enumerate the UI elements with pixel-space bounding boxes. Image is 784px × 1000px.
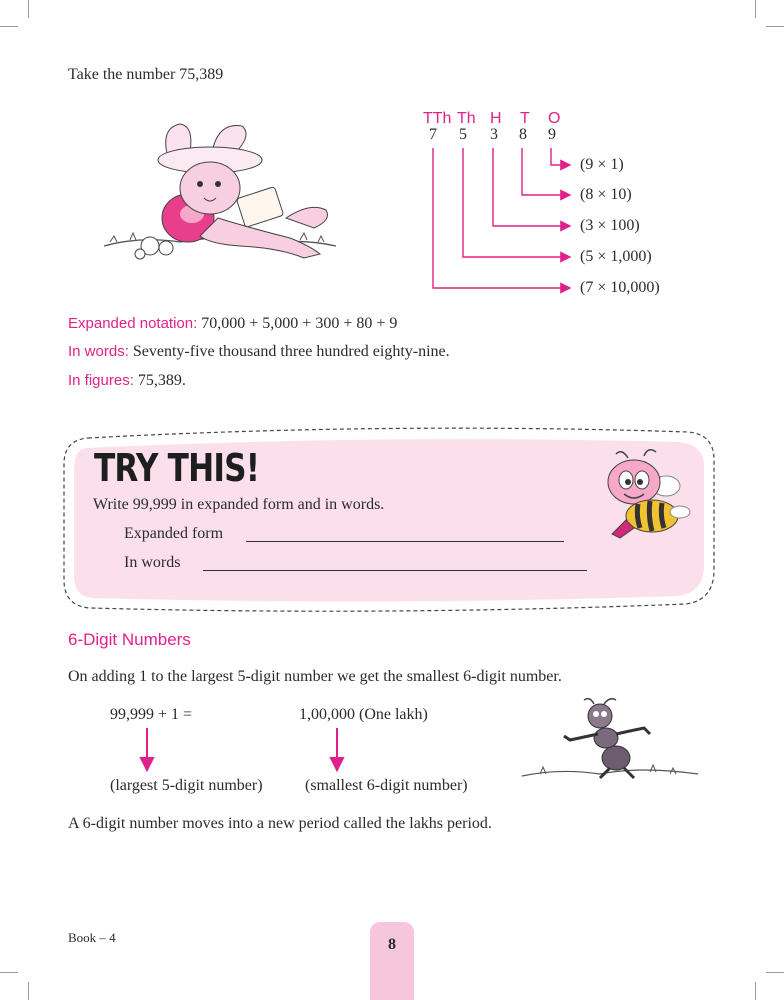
crop-mark — [28, 982, 29, 1000]
bee-illustration — [590, 448, 694, 544]
page-number-tab — [370, 922, 414, 1000]
digit-h: 3 — [490, 126, 498, 143]
crop-mark — [0, 26, 18, 27]
ant-illustration — [520, 694, 700, 784]
place-header-o: O — [548, 110, 561, 127]
expansion-hundreds: (3 × 100) — [580, 217, 640, 234]
place-header-tth: TTh — [423, 110, 452, 127]
place-header-h: H — [490, 110, 502, 127]
closing-sentence: A 6-digit number moves into a new period called the lakhs period. — [68, 815, 492, 832]
expansion-thousands: (5 × 1,000) — [580, 248, 652, 265]
arrow-tens — [522, 148, 570, 195]
digit-tth: 7 — [429, 126, 437, 143]
six-digit-sentence: On adding 1 to the largest 5-digit number we get the smallest 6-digit number. — [68, 668, 562, 685]
in-words-blank[interactable] — [203, 570, 587, 571]
six-digit-heading: 6-Digit Numbers — [68, 630, 191, 649]
expanded-notation-line — [68, 315, 397, 333]
in-words-prompt-label: In words — [124, 554, 181, 571]
crop-mark — [766, 972, 784, 973]
crop-mark — [28, 0, 29, 18]
left-down-arrow-head — [141, 758, 153, 770]
digit-th: 5 — [459, 126, 467, 143]
in-figures-line — [68, 372, 186, 390]
in-words-label: In words: — [68, 343, 129, 360]
book-label: Book – 4 — [68, 930, 116, 945]
expanded-notation-label: Expanded notation: — [68, 315, 198, 332]
crop-mark — [766, 26, 784, 27]
page-number: 8 — [388, 936, 396, 953]
down-arrows — [138, 726, 358, 772]
right-down-arrow-head — [331, 758, 343, 770]
arrow-ones — [551, 148, 570, 165]
try-this-title: TRY THIS! — [94, 446, 260, 490]
left-caption: (largest 5-digit number) — [110, 777, 263, 794]
crop-mark — [755, 0, 756, 18]
in-words-line — [68, 343, 450, 361]
right-expression: 1,00,000 (One lakh) — [299, 706, 428, 723]
crop-mark — [0, 972, 18, 973]
in-words-value: Seventy-five thousand three hundred eighty-nine. — [132, 343, 450, 360]
crop-mark — [755, 982, 756, 1000]
left-expression: 99,999 + 1 = — [110, 706, 193, 723]
place-header-th: Th — [457, 110, 476, 127]
arrow-ten-thousands — [433, 148, 570, 288]
place-header-t: T — [520, 110, 530, 127]
intro-text: Take the number 75,389 — [68, 66, 224, 83]
try-this-instruction: Write 99,999 in expanded form and in words. — [93, 496, 385, 513]
expanded-notation-value: 70,000 + 5,000 + 300 + 80 + 9 — [201, 315, 398, 332]
expanded-form-blank[interactable] — [246, 541, 564, 542]
digit-o: 9 — [548, 126, 556, 143]
rabbit-reading-illustration — [100, 118, 340, 278]
place-value-arrows — [420, 140, 590, 300]
digit-t: 8 — [519, 126, 527, 143]
right-caption: (smallest 6-digit number) — [305, 777, 468, 794]
expansion-ones: (9 × 1) — [580, 156, 624, 173]
expanded-form-label: Expanded form — [124, 525, 224, 542]
arrow-hundreds — [493, 148, 570, 226]
in-figures-value: 75,389. — [137, 372, 186, 389]
in-figures-label: In figures: — [68, 372, 134, 389]
expansion-ten-thousands: (7 × 10,000) — [580, 279, 660, 296]
expansion-tens: (8 × 10) — [580, 186, 632, 203]
